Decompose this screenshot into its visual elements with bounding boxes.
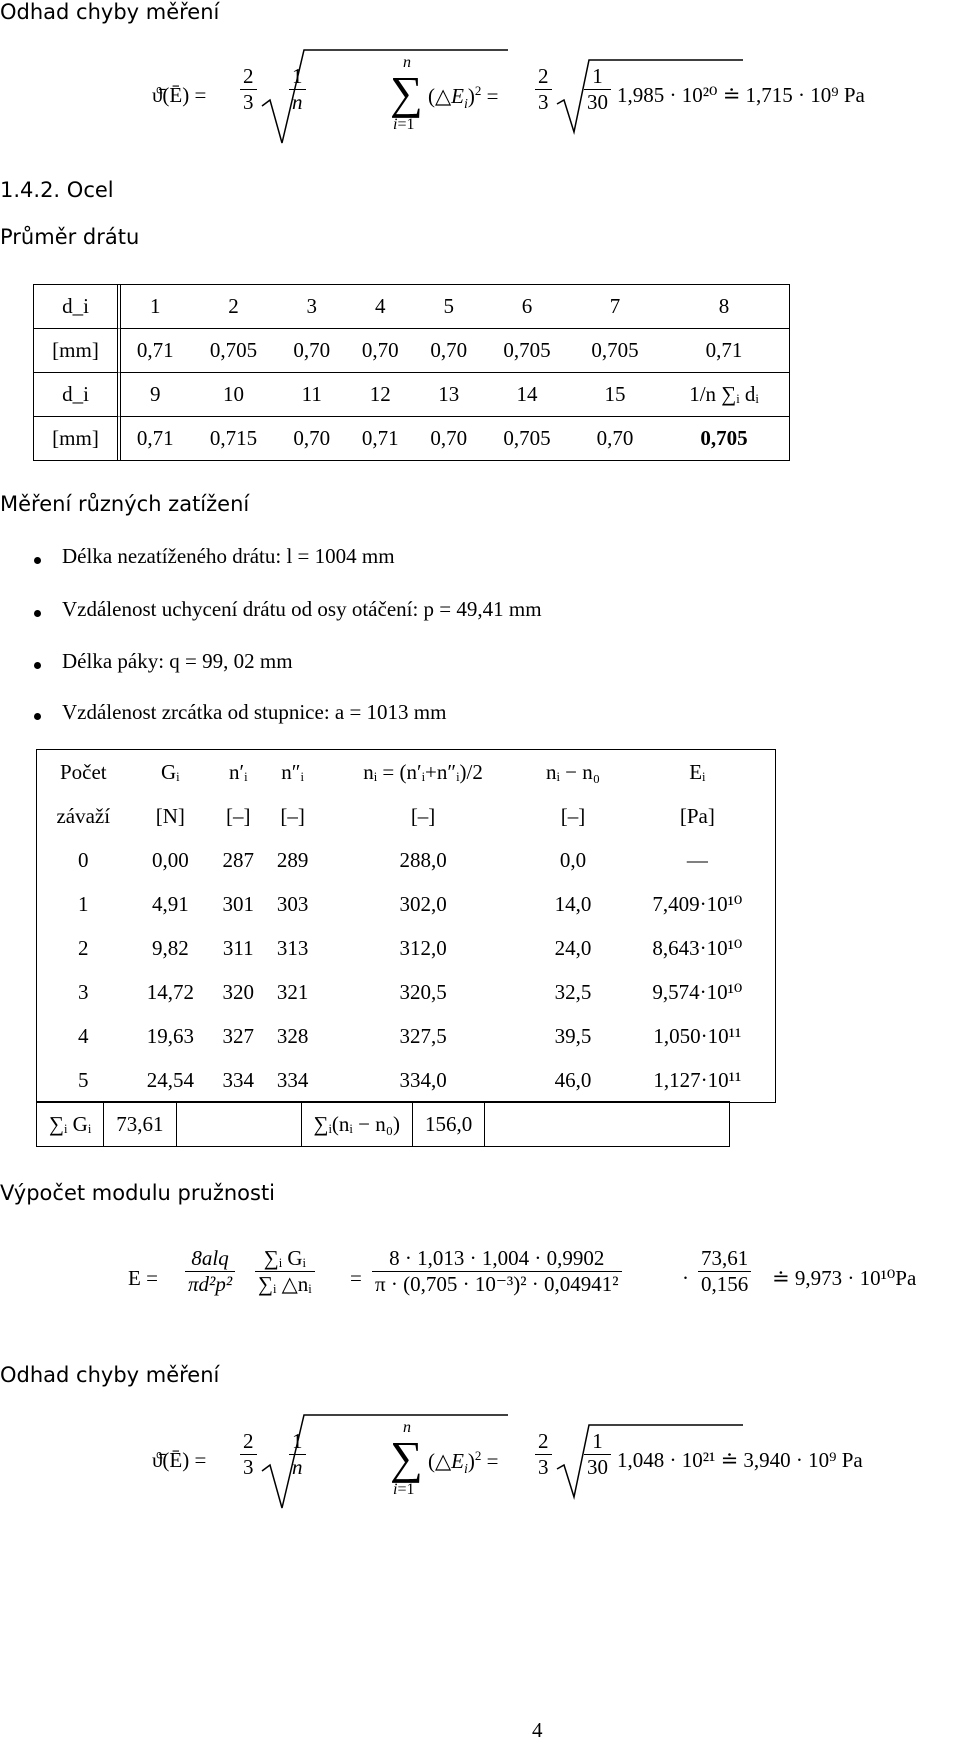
table-cell: 1/n ∑ᵢ dᵢ bbox=[659, 372, 789, 416]
table-header-row bbox=[37, 750, 775, 794]
table-cell: 46,0 bbox=[554, 1067, 592, 1092]
table-cell: 4,91 bbox=[151, 891, 189, 916]
table-cell: [–] bbox=[410, 803, 436, 828]
load-table bbox=[36, 749, 776, 1103]
formula-lhs: E = bbox=[128, 1266, 158, 1290]
table-cell: n′ᵢ bbox=[229, 759, 248, 784]
bullet-dot bbox=[34, 610, 41, 617]
bullet-item: Délka páky: q = 99, 02 mm bbox=[62, 649, 293, 673]
sum-term: $(\triangle E_i)^2$ = bbox=[428, 83, 499, 112]
table-cell: 39,5 bbox=[554, 1023, 592, 1048]
table-row bbox=[34, 372, 789, 416]
table-cell: 14 bbox=[483, 372, 571, 416]
table-cell: Eᵢ bbox=[689, 759, 706, 784]
table-cell: 311 bbox=[222, 935, 254, 960]
sum-symbol: ∑ bbox=[390, 1432, 423, 1483]
table-cell: 0,71 bbox=[121, 328, 189, 372]
table-cell: nᵢ = (n′ᵢ+n″ᵢ)/2 bbox=[363, 759, 483, 784]
table-cell: 14,72 bbox=[146, 979, 194, 1004]
table-cell: 4 bbox=[78, 1023, 89, 1048]
diameter-table bbox=[33, 284, 790, 461]
table-cell: 10 bbox=[189, 372, 277, 416]
table-cell: 1 bbox=[149, 294, 161, 318]
sums-table bbox=[36, 1101, 730, 1147]
row-label: d_i bbox=[34, 372, 121, 416]
table-cell: [Pa] bbox=[679, 803, 715, 828]
fraction-inverse-n: $\frac{1}{n}$ bbox=[289, 1429, 306, 1480]
table-cell: 0,00 bbox=[151, 847, 189, 872]
heading-prumer-dratu: Průměr drátu bbox=[0, 225, 140, 249]
fraction-two-thirds-b: $\frac{2}{3}$ bbox=[535, 1429, 552, 1480]
table-cell: 2 bbox=[228, 294, 239, 318]
table-cell: 0,70 bbox=[415, 416, 483, 460]
table-cell: závaží bbox=[56, 803, 111, 828]
table-cell: 303 bbox=[276, 891, 309, 916]
multiply-dot: · bbox=[682, 1266, 689, 1290]
table-cell: Gᵢ bbox=[161, 759, 180, 784]
table-cell: 1 bbox=[78, 891, 89, 916]
table-cell: 7,409·10¹⁰ bbox=[652, 891, 743, 916]
sum-g-value: 73,61 bbox=[104, 1102, 176, 1146]
table-cell: [N] bbox=[155, 803, 185, 828]
table-cell: 8,643·10¹⁰ bbox=[652, 935, 743, 960]
table-cell: 327,5 bbox=[399, 1023, 447, 1048]
table-cell: 2 bbox=[78, 935, 89, 960]
table-cell: 334,0 bbox=[399, 1067, 447, 1092]
table-cell: n″ᵢ bbox=[281, 759, 304, 784]
fraction-sum-g-over-sum-n: $\frac{\text{∑ᵢ Gᵢ}}{\text{∑ᵢ △nᵢ}}$ bbox=[255, 1246, 315, 1297]
bullet-item: Délka nezatíženého drátu: l = 1004 mm bbox=[62, 544, 395, 568]
table-cell: 9 bbox=[121, 372, 189, 416]
fraction-numeric: $\frac{8 \cdot 1,013 \cdot 1,004 \cdot 0,9902}{\text{π · (0,705 · 10⁻³)² · 0,04941²}}$ bbox=[372, 1246, 622, 1297]
sum-upper-limit: n bbox=[403, 1419, 411, 1436]
fraction-two-thirds: $\frac{2}{3}$ bbox=[240, 64, 257, 115]
equals-sign: = bbox=[350, 1266, 362, 1290]
formula-modulus bbox=[0, 1220, 960, 1340]
sum-symbol: ∑ bbox=[390, 67, 423, 118]
table-row bbox=[37, 1058, 775, 1102]
table-cell: 0,71 bbox=[346, 416, 414, 460]
fraction-sums-ratio: $\frac{73,61}{0,156}$ bbox=[698, 1246, 751, 1297]
table-cell: 0,705 bbox=[571, 328, 659, 372]
table-cell: 320,5 bbox=[399, 979, 447, 1004]
table-cell: 0,70 bbox=[278, 416, 346, 460]
table-cell: 327 bbox=[222, 1023, 255, 1048]
table-cell: 313 bbox=[276, 935, 309, 960]
fraction-two-thirds: $\frac{2}{3}$ bbox=[240, 1429, 257, 1480]
table-cell: 334 bbox=[276, 1067, 309, 1092]
row-label: [mm] bbox=[34, 416, 121, 460]
sum-term: $(\triangle E_i)^2$ = bbox=[428, 1448, 499, 1477]
table-cell: — bbox=[686, 847, 708, 872]
bullet-item: Vzdálenost uchycení drátu od osy otáčení: p = 49,41 mm bbox=[62, 597, 542, 621]
heading-mereni-zatizeni: Měření různých zatížení bbox=[0, 492, 250, 516]
table-cell: 0,705 bbox=[483, 416, 571, 460]
row-label: d_i bbox=[34, 285, 121, 328]
sum-lower-limit: i=1 bbox=[393, 1481, 415, 1498]
section-title: 1.4.2. Ocel bbox=[0, 178, 114, 202]
formula-lhs: ϑ̄(Ē) = bbox=[152, 1448, 207, 1472]
table-cell: 1,127·10¹¹ bbox=[653, 1067, 742, 1092]
heading-odhad-chyby-2: Odhad chyby měření bbox=[0, 1363, 220, 1387]
table-cell: 4 bbox=[375, 294, 386, 318]
table-cell: [–] bbox=[226, 803, 251, 828]
table-header-row bbox=[37, 794, 775, 838]
formula-lhs: ϑ̄(Ē) = bbox=[152, 83, 207, 107]
table-cell: 328 bbox=[276, 1023, 309, 1048]
bullet-dot bbox=[34, 557, 41, 564]
bullet-dot bbox=[34, 662, 41, 669]
bullet-dot bbox=[34, 713, 41, 720]
table-row bbox=[37, 1102, 729, 1146]
fraction-one-thirtieth: $\frac{1}{30}$ bbox=[584, 1429, 611, 1480]
table-cell: 301 bbox=[222, 891, 255, 916]
table-row bbox=[34, 328, 789, 372]
table-cell: 9,574·10¹⁰ bbox=[652, 979, 743, 1004]
table-cell: 13 bbox=[415, 372, 483, 416]
table-cell: 5 bbox=[78, 1067, 89, 1092]
table-cell: [–] bbox=[560, 803, 586, 828]
formula-result-modulus: ≐ 9,973 · 10¹⁰Pa bbox=[772, 1266, 917, 1290]
formula-error-estimate-2 bbox=[0, 1405, 960, 1515]
table-cell: 3 bbox=[306, 294, 318, 318]
table-cell: 8 bbox=[718, 294, 730, 318]
table-cell: 0,70 bbox=[278, 328, 346, 372]
table-cell: 320 bbox=[222, 979, 255, 1004]
table-cell: 15 bbox=[571, 372, 659, 416]
table-cell: 6 bbox=[521, 294, 533, 318]
table-row bbox=[37, 970, 775, 1014]
table-cell: 288,0 bbox=[399, 847, 447, 872]
table-cell: 0 bbox=[78, 847, 89, 872]
table-cell: 0,705 bbox=[483, 328, 571, 372]
fraction-8alq: 8alq πd²p² bbox=[185, 1246, 235, 1297]
table-cell: 24,54 bbox=[146, 1067, 194, 1092]
table-cell: 14,0 bbox=[554, 891, 592, 916]
table-cell: 11 bbox=[278, 372, 346, 416]
table-cell: 0,70 bbox=[571, 416, 659, 460]
table-row bbox=[34, 285, 789, 328]
table-cell: 9,82 bbox=[151, 935, 189, 960]
sum-n-label: ∑ᵢ(nᵢ − n₀) bbox=[302, 1102, 414, 1146]
fraction-two-thirds-b: $\frac{2}{3}$ bbox=[535, 64, 552, 115]
page-number: 4 bbox=[532, 1718, 543, 1742]
fraction-one-thirtieth: $\frac{1}{30}$ bbox=[584, 64, 611, 115]
table-cell: 302,0 bbox=[399, 891, 447, 916]
table-cell: 334 bbox=[222, 1067, 255, 1092]
table-cell: 289 bbox=[276, 847, 309, 872]
formula-error-estimate-1 bbox=[0, 40, 960, 150]
table-row bbox=[37, 882, 775, 926]
table-cell: 287 bbox=[222, 847, 255, 872]
table-cell: 312,0 bbox=[399, 935, 447, 960]
sum-n-value: 156,0 bbox=[413, 1102, 485, 1146]
table-cell: 0,715 bbox=[189, 416, 277, 460]
table-cell: 19,63 bbox=[146, 1023, 194, 1048]
table-cell: nᵢ − n₀ bbox=[545, 759, 601, 784]
table-cell: 24,0 bbox=[554, 935, 592, 960]
heading-vypocet-modulu: Výpočet modulu pružnosti bbox=[0, 1181, 276, 1205]
table-cell: 3 bbox=[78, 979, 89, 1004]
table-cell: 0,70 bbox=[346, 328, 414, 372]
table-cell: 0,0 bbox=[559, 847, 587, 872]
formula-result-1: 1,985 · 10²⁰ ≐ 1,715 · 10⁹ Pa bbox=[617, 83, 865, 107]
table-cell: 0,70 bbox=[415, 328, 483, 372]
table-cell: 0,705 bbox=[659, 416, 789, 460]
sum-g-label: ∑ᵢ Gᵢ bbox=[37, 1102, 104, 1146]
sum-upper-limit: n bbox=[403, 54, 411, 71]
bullet-item: Vzdálenost zrcátka od stupnice: a = 1013 mm bbox=[62, 700, 447, 724]
heading-odhad-chyby-1: Odhad chyby měření bbox=[0, 0, 220, 24]
table-cell: 32,5 bbox=[554, 979, 592, 1004]
formula-result-2: 1,048 · 10²¹ ≐ 3,940 · 10⁹ Pa bbox=[617, 1448, 863, 1472]
table-cell: 0,71 bbox=[659, 328, 789, 372]
table-cell: 5 bbox=[443, 294, 454, 318]
fraction-inverse-n: $\frac{1}{n}$ bbox=[289, 64, 306, 115]
sum-empty-cell bbox=[177, 1102, 302, 1146]
table-cell: Počet bbox=[59, 759, 107, 784]
table-cell: 1,050·10¹¹ bbox=[653, 1023, 742, 1048]
sum-empty-cell bbox=[485, 1102, 729, 1146]
table-row bbox=[37, 1014, 775, 1058]
row-label: [mm] bbox=[34, 328, 121, 372]
table-cell: 12 bbox=[346, 372, 414, 416]
table-row bbox=[37, 838, 775, 882]
table-cell: 7 bbox=[609, 294, 621, 318]
table-cell: 321 bbox=[276, 979, 309, 1004]
table-cell: 0,705 bbox=[189, 328, 277, 372]
table-cell: 0,71 bbox=[121, 416, 189, 460]
table-row bbox=[34, 416, 789, 460]
table-row bbox=[37, 926, 775, 970]
sum-lower-limit: i=1 bbox=[393, 116, 415, 133]
table-cell: [–] bbox=[280, 803, 305, 828]
